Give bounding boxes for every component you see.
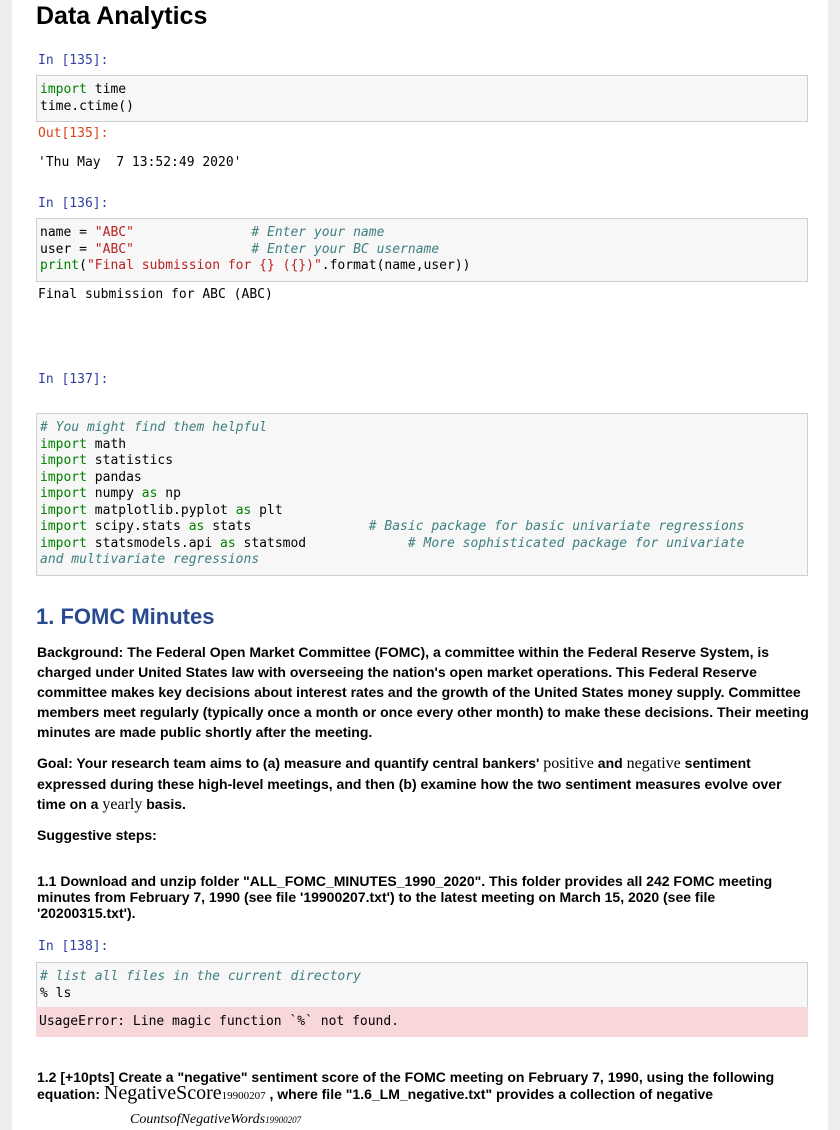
equation-numerator-subscript: 19900207: [265, 1115, 302, 1125]
code-cell-136-source[interactable]: name = "ABC" # Enter your name user = "ABC" # Enter your BC username print("Final submission for {} ({})".format(name,user)): [40, 225, 471, 273]
cell-135-out-prompt: Out[135]:: [38, 126, 109, 141]
background-paragraph: [37, 642, 809, 742]
code-cell-137[interactable]: [36, 413, 808, 576]
goal-text-1: Your research team aims to (a) measure and quantify central bankers': [76, 755, 540, 771]
background-label: Background:: [37, 644, 124, 660]
goal-yearly: yearly: [102, 796, 143, 813]
goal-and: and: [597, 755, 623, 771]
step-1-2-text-2: , where file "1.6_LM_negative.txt" provides a collection of negative: [269, 1086, 714, 1102]
background-text: The Federal Open Market Committee (FOMC), a committee within the Federal Reserve System, is charged under United States law with overseeing the nation's open market operations. This Federal Reserve committee makes key decisions about interest rates and the growth of the United States money supply. Committee members meet regularly (typically once a month or once every other month) to make these decisions. Their meeting minutes are made public shortly after the meeting.: [37, 644, 809, 740]
goal-negative: negative: [626, 755, 681, 772]
page-title: Data Analytics: [36, 2, 208, 30]
code-cell-136[interactable]: [36, 218, 808, 282]
cell-138-error: UsageError: Line magic function `%` not found.: [36, 1007, 808, 1037]
code-cell-135-source[interactable]: import time time.ctime(): [40, 82, 134, 114]
cell-137-in-prompt: In [137]:: [38, 372, 109, 387]
cell-135-in-prompt: In [135]:: [38, 53, 109, 68]
equation-subscript: 19900207: [221, 1090, 266, 1102]
code-cell-135[interactable]: [36, 75, 808, 122]
suggestive-steps-label: Suggestive steps:: [37, 827, 157, 843]
goal-label: Goal:: [37, 755, 73, 771]
equation-lhs: NegativeScore: [103, 1082, 222, 1104]
code-cell-138-source[interactable]: # list all files in the current directory % ls: [40, 969, 361, 1001]
equation-numerator: [130, 1112, 301, 1128]
goal-paragraph: [37, 753, 809, 815]
goal-basis: basis.: [146, 796, 186, 812]
cell-136-output: Final submission for ABC (ABC): [38, 287, 273, 302]
step-1-2-text: 1.2 [+10pts] Create a "negative" sentiment score of the FOMC meeting on February 7, 1990, using the following equation:: [37, 1069, 775, 1102]
notebook-page: [12, 0, 828, 1130]
step-1-2: [37, 1069, 809, 1104]
cell-136-in-prompt: In [136]:: [38, 196, 109, 211]
code-cell-138[interactable]: [36, 962, 808, 1008]
step-1-1: 1.1 Download and unzip folder "ALL_FOMC_MINUTES_1990_2020". This folder provides all 242 FOMC meeting minutes from February 7, 1990 (see file '19900207.txt') to the latest meeting on March 15, 2020 (see file '20200315.txt').: [37, 873, 773, 921]
goal-positive: positive: [543, 755, 594, 772]
cell-138-in-prompt: In [138]:: [38, 939, 109, 954]
code-cell-137-source[interactable]: # You might find them helpful import math import statistics import pandas import numpy as np import matplotlib.pyplot as plt import scipy.stats as stats # Basic package for basic univariate regressions import statsmodels.api as statsmod # More sophisticated package for univariate and multivariate regressions: [40, 420, 745, 567]
cell-135-output: 'Thu May 7 13:52:49 2020': [38, 155, 242, 170]
section-heading: 1. FOMC Minutes: [36, 604, 215, 629]
goal-text-2: sentiment expressed during these high-level meetings, and then (b) examine how the two sentiment measures evolve over time on a: [37, 755, 782, 812]
equation-numerator-text: CountsofNegativeWords: [130, 1112, 266, 1127]
